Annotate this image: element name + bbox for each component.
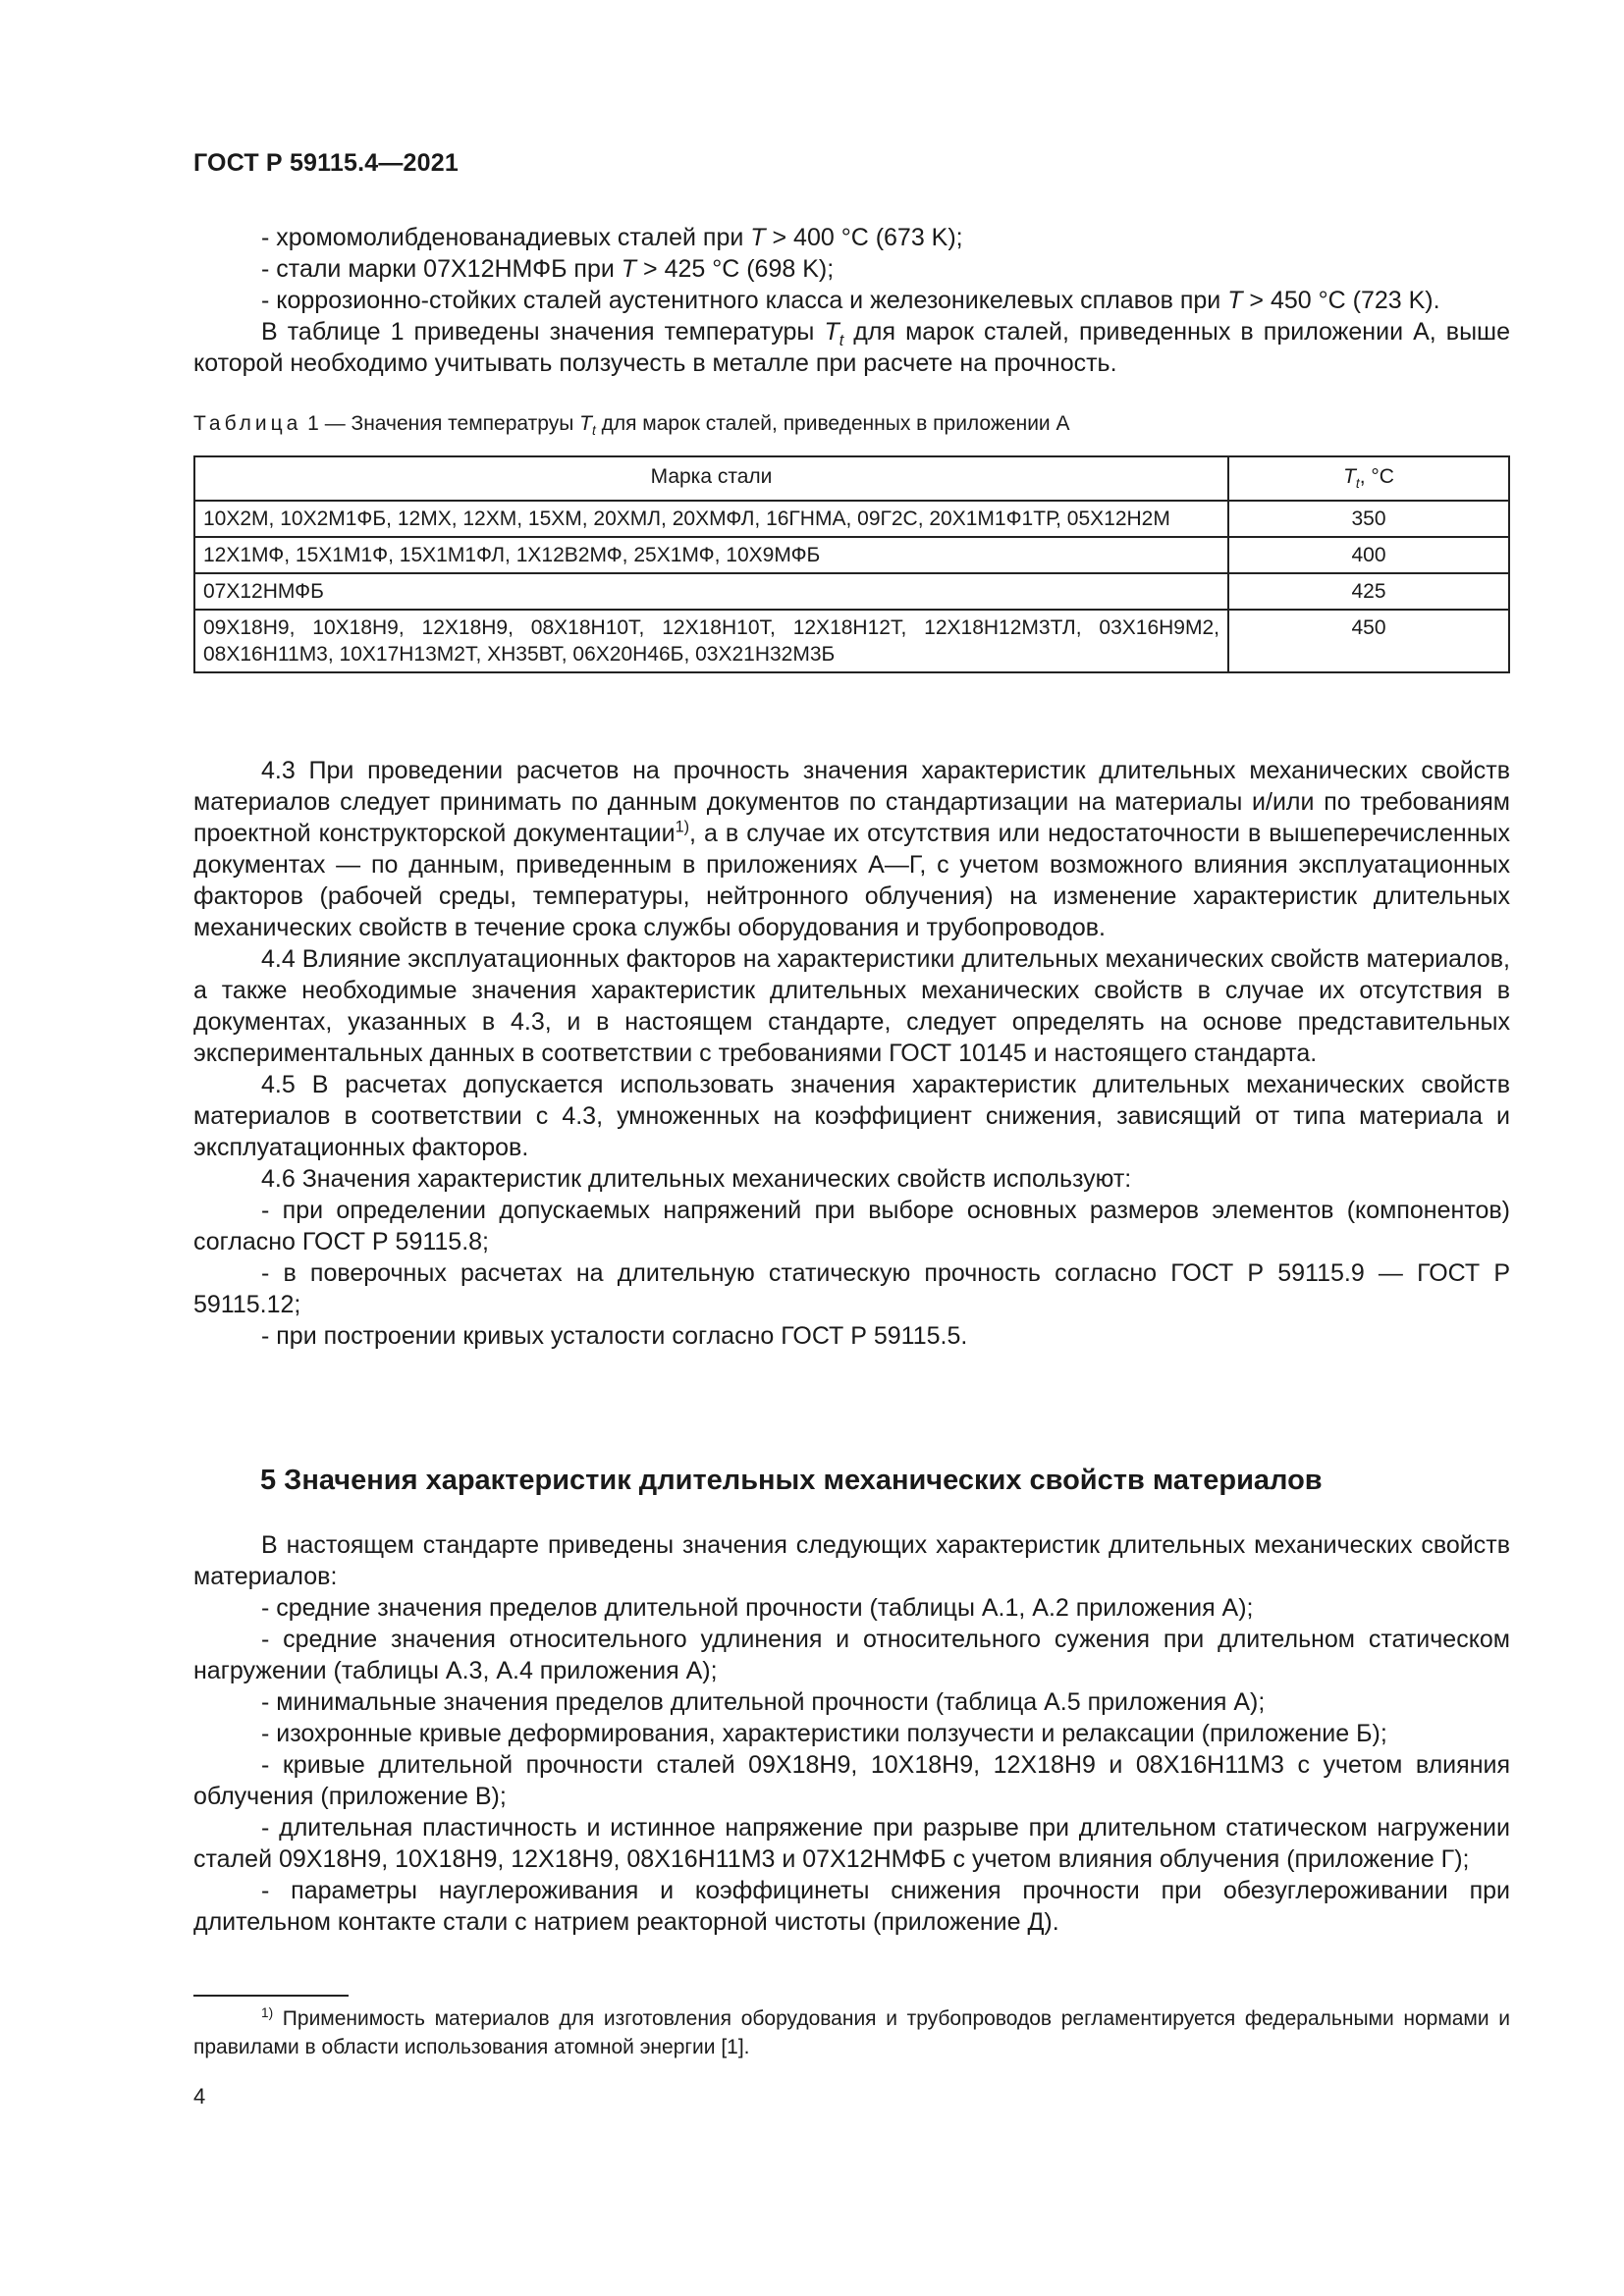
intro-item-2: - стали марки 07Х12НМФБ при Т > 425 °С (698 K); [261, 255, 835, 283]
table-caption-text: 1 — Значения температруы $T_t$ для марок сталей, приведенных в приложении А [301, 412, 1070, 439]
intro-paragraph: В таблице 1 приведены значения температуры $T_t$ для марок сталей, приведенных в приложении А, выше которой необходимо учитывать ползучесть в металле при расчете на прочность. [193, 318, 1511, 377]
list-item-5-6: - длительная пластичность и истинное напряжение при разрыве при длительном статическом нагружении сталей 09Х18Н9, 10Х18Н9, 12Х18Н9, 08Х16Н11М3 и 07Х12НМФБ с учетом влияния облучения (приложение Г); [193, 1814, 1510, 1873]
section-5-heading: 5 Значения характеристик длительных механических свойств материалов [260, 1465, 1323, 1496]
table-cell-temperature: 425 [1228, 573, 1509, 610]
page-number: 4 [193, 2084, 206, 2109]
table-header-row [194, 456, 1509, 501]
table-cell-grades: 07Х12НМФБ [194, 573, 1228, 610]
footnote-separator [193, 1995, 349, 1997]
list-item-5-2: - средние значения относительного удлинения и относительного сужения при длительном статическом нагружении (таблицы А.3, А.4 приложения А); [193, 1626, 1510, 1684]
list-item-5-4: - изохронные кривые деформирования, характеристики ползучести и релаксации (приложение Б); [261, 1720, 1387, 1747]
intro-item-1: - хромомолибденованадиевых сталей при Т > 400 °С (673 K); [261, 224, 963, 251]
table-cell-grades: 12Х1МФ, 15Х1М1Ф, 15Х1М1ФЛ, 1Х12В2МФ, 25Х1МФ, 10Х9МФБ [194, 537, 1228, 573]
footnote [193, 2004, 1510, 2061]
table-cell-grades: 09Х18Н9, 10Х18Н9, 12Х18Н9, 08Х18Н10Т, 12Х18Н10Т, 12Х18Н12Т, 12Х18Н12М3ТЛ, 03Х16Н9М2, 08Х16Н11М3, 10Х17Н13М2Т, ХН35ВТ, 06Х20Н46Б, 03Х21Н32М3Б [194, 610, 1228, 672]
list-item-4-6-3: - при построении кривых усталости согласно ГОСТ Р 59115.5. [261, 1322, 968, 1350]
list-item-5-5: - кривые длительной прочности сталей 09Х18Н9, 10Х18Н9, 12Х18Н9 и 08Х16Н11М3 с учетом влияния облучения (приложение В); [193, 1751, 1510, 1810]
table-row [194, 573, 1509, 610]
footnote-text: $^{1)}$ Применимость материалов для изготовления оборудования и трубопроводов регламентируется федеральными нормами и правилами в области использования атомной энергии [1]. [193, 2005, 1510, 2058]
list-item-4-6-1: - при определении допускаемых напряжений при выборе основных размеров элементов (компонентов) согласно ГОСТ Р 59115.8; [193, 1197, 1510, 1255]
section-4-text [193, 755, 1510, 1352]
column-header-grade: Марка стали [194, 456, 1228, 501]
document-code-header: ГОСТ Р 59115.4—2021 [193, 149, 459, 177]
table-row [194, 610, 1509, 672]
paragraph-4-3: 4.3 При проведении расчетов на прочность значения характеристик длительных механических свойств материалов следует принимать по данным документов по стандартизации на материалы и/или по требованиям проектной конструкторской документации$^{1)}$, а в случае их отсутствия или недостаточности в вышеперечисленных документах — по данным, приведенным в приложениях А—Г, с учетом возможного влияния эксплуатационных факторов (рабочей среды, температуры, нейтронного облучения) на изменение характеристик длительных механических свойств в течение срока службы оборудования и трубопроводов. [193, 757, 1511, 941]
paragraph-4-6: 4.6 Значения характеристик длительных механических свойств используют: [261, 1165, 1132, 1193]
steel-temperature-table [193, 455, 1510, 673]
list-item-5-1: - средние значения пределов длительной прочности (таблицы А.1, А.2 приложения А); [261, 1594, 1254, 1622]
table-1-caption [193, 410, 1070, 438]
table-row [194, 537, 1509, 573]
table-cell-temperature: 400 [1228, 537, 1509, 573]
list-item-4-6-2: - в поверочных расчетах на длительную статическую прочность согласно ГОСТ Р 59115.9 — ГОСТ Р 59115.12; [193, 1259, 1510, 1318]
list-item-5-7: - параметры науглероживания и коэффицинеты снижения прочности при обезуглероживании при длительном контакте стали с натрием реакторной чистоты (приложение Д). [193, 1877, 1510, 1936]
intro-item-3: - коррозионно-стойких сталей аустенитного класса и железоникелевых сплавов при Т > 450 °С (723 K). [261, 287, 1440, 314]
table-cell-temperature: 450 [1228, 610, 1509, 672]
paragraph-4-4: 4.4 Влияние эксплуатационных факторов на характеристики длительных механических свойств материалов, а также необходимые значения характеристик длительных механических свойств в случае их отсутствия в документах, указанных в 4.3, и в настоящем стандарте, следует определять на основе представительных экспериментальных данных в соответствии с требованиями ГОСТ 10145 и настоящего стандарта. [193, 945, 1510, 1067]
column-header-temperature: $T_t$, °C [1228, 456, 1509, 501]
table-caption-word: Таблица [193, 412, 302, 435]
paragraph-4-5: 4.5 В расчетах допускается использовать значения характеристик длительных механических свойств материалов в соответствии с 4.3, умноженных на коэффициент снижения, зависящий от типа материала и эксплуатационных факторов. [193, 1071, 1510, 1161]
table-row [194, 501, 1509, 537]
table-cell-grades: 10Х2М, 10Х2М1ФБ, 12МХ, 12ХМ, 15ХМ, 20ХМЛ, 20ХМФЛ, 16ГНМА, 09Г2С, 20Х1М1Ф1ТР, 05Х12Н2М [194, 501, 1228, 537]
list-item-5-3: - минимальные значения пределов длительной прочности (таблица А.5 приложения А); [261, 1688, 1266, 1716]
intro-text [193, 222, 1510, 379]
table-cell-temperature: 350 [1228, 501, 1509, 537]
section-5-intro: В настоящем стандарте приведены значения следующих характеристик длительных механических свойств материалов: [193, 1531, 1510, 1590]
section-5-text [193, 1529, 1510, 1938]
